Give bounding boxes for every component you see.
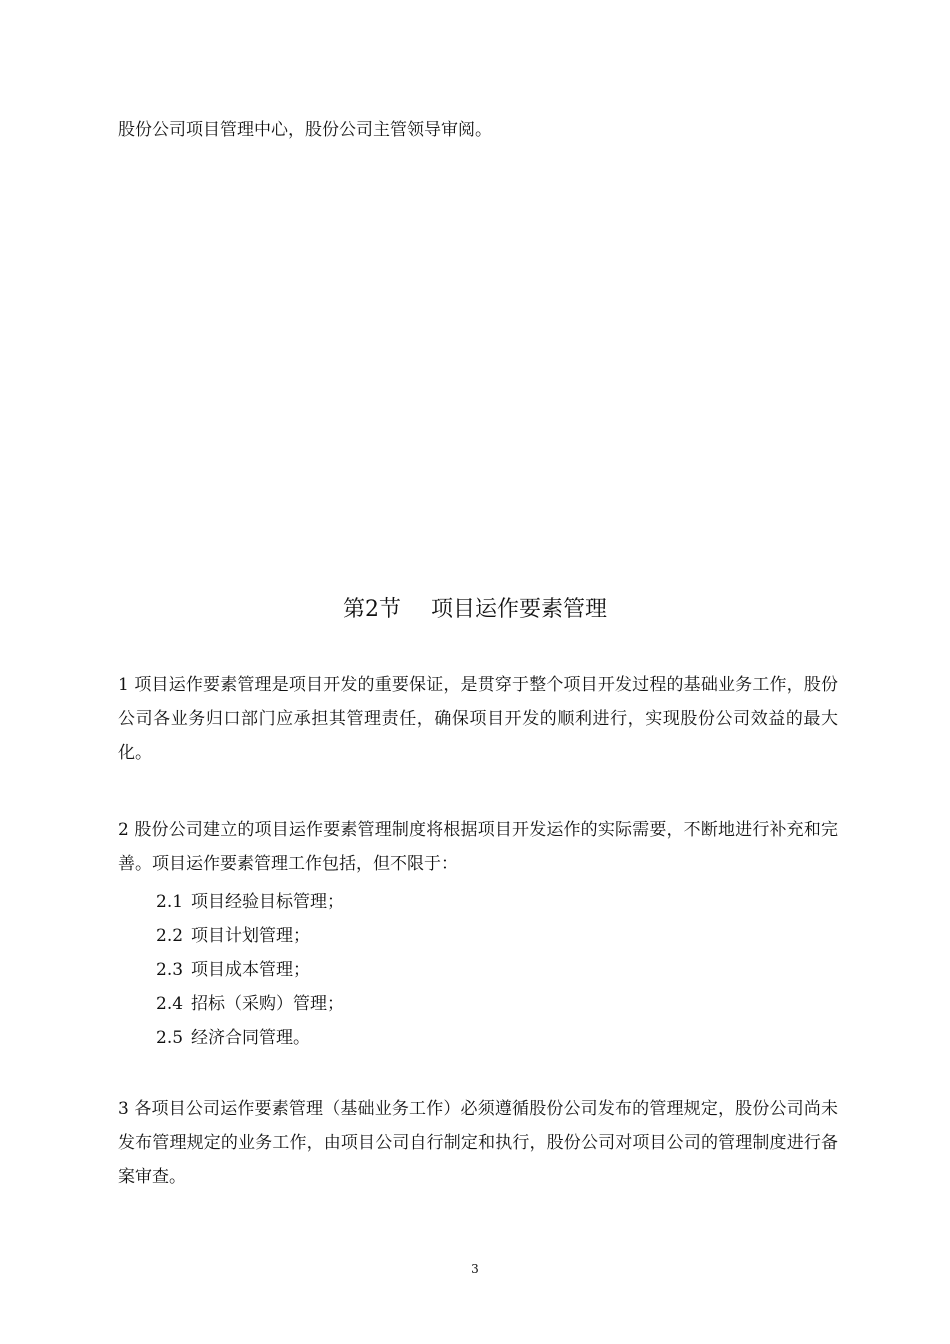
- list-item-number: 2.3: [156, 960, 184, 980]
- list-item-text: 经济合同管理。: [191, 1028, 311, 1048]
- list-item-text: 项目经验目标管理；: [191, 892, 345, 912]
- list-item: [156, 1021, 756, 1055]
- list-item-number: 2.1: [156, 892, 184, 912]
- section-title: 项目运作要素管理: [430, 597, 607, 622]
- paragraph-3: 3 各项目公司运作要素管理（基础业务工作）必须遵循股份公司发布的管理规定，股份公司尚未发布管理规定的业务工作，由项目公司自行制定和执行，股份公司对项目公司的管理制度进行备案审查。: [118, 1099, 838, 1187]
- list-item: [156, 919, 756, 953]
- list-item-number: 2.4: [156, 994, 184, 1014]
- list-item: [156, 953, 756, 987]
- list-item-text: 项目成本管理；: [191, 960, 311, 980]
- section-number: 第2节: [342, 597, 401, 622]
- page-number: 3: [471, 1262, 479, 1276]
- list-item: [156, 885, 756, 919]
- list-item-number: 2.5: [156, 1028, 184, 1048]
- list-item-text: 项目计划管理；: [191, 926, 311, 946]
- paragraph-2: 2 股份公司建立的项目运作要素管理制度将根据项目开发运作的实际需要，不断地进行补充和完善。项目运作要素管理工作包括，但不限于：: [118, 820, 838, 874]
- intro-paragraph: 股份公司项目管理中心，股份公司主管领导审阅。: [118, 120, 492, 140]
- section-heading: [0, 590, 950, 630]
- list-item-text: 招标（采购）管理；: [191, 994, 345, 1014]
- list-item: [156, 987, 756, 1021]
- list-item-number: 2.2: [156, 926, 184, 946]
- sub-item-list: [156, 885, 756, 1055]
- paragraph-1: 1 项目运作要素管理是项目开发的重要保证，是贯穿于整个项目开发过程的基础业务工作，股份公司各业务归口部门应承担其管理责任，确保项目开发的顺利进行，实现股份公司效益的最大化。: [118, 675, 838, 763]
